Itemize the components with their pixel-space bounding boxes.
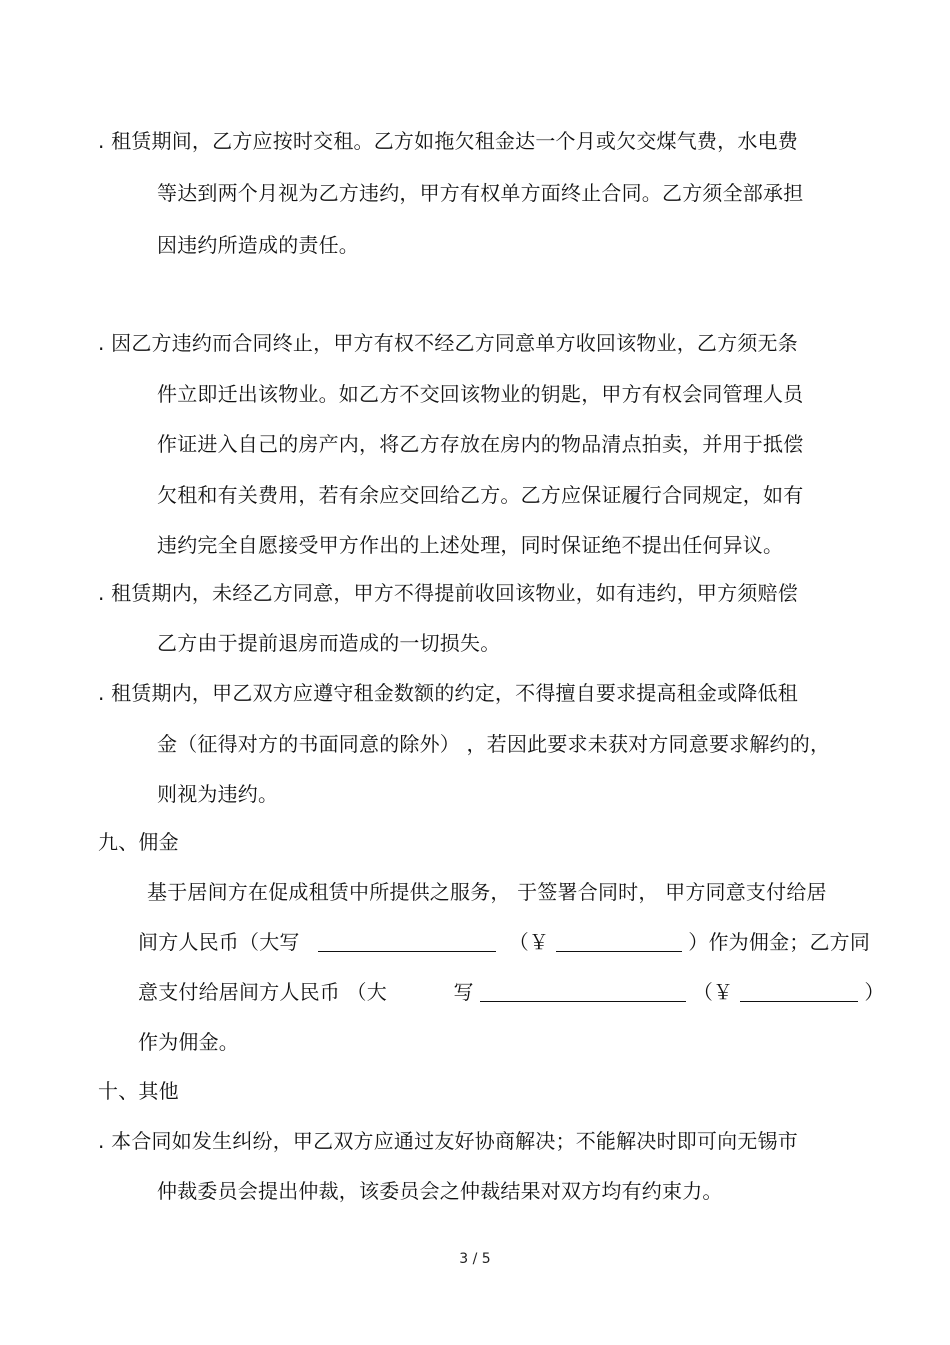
commission-text: （￥ <box>508 930 550 954</box>
page-number: 3 / 5 <box>459 1251 491 1267</box>
clause-line: 件立即迁出该物业。如乙方不交回该物业的钥匙，甲方有权会同管理人员 <box>157 382 804 406</box>
commission-line <box>138 979 885 1005</box>
commission-text: （￥ <box>692 980 734 1004</box>
commission-text: ） <box>864 980 885 1004</box>
amount-number-blank[interactable] <box>556 931 682 952</box>
section-heading: 九、佣金 <box>98 830 179 854</box>
commission-text: 意支付给居间方人民币 （大 <box>138 980 387 1004</box>
amount-words-blank[interactable] <box>318 931 496 952</box>
commission-line: 基于居间方在促成租赁中所提供之服务， 于签署合同时， 甲方同意支付给居 <box>147 880 827 904</box>
commission-text: 写 <box>453 980 474 1004</box>
clause-line: 违约完全自愿接受甲方作出的上述处理，同时保证绝不提出任何异议。 <box>157 533 784 557</box>
section-heading: 十、其他 <box>98 1079 179 1103</box>
amount-words-blank[interactable] <box>480 981 686 1002</box>
commission-text: 间方人民币（大写 <box>138 930 300 954</box>
clause-line: . 因乙方违约而合同终止，甲方有权不经乙方同意单方收回该物业，乙方须无条 <box>98 331 798 355</box>
clause-line: . 租赁期间，乙方应按时交租。乙方如拖欠租金达一个月或欠交煤气费，水电费 <box>98 129 798 153</box>
clause-line: . 租赁期内，甲乙双方应遵守租金数额的约定，不得擅自要求提高租金或降低租 <box>98 681 798 705</box>
clause-line: 欠租和有关费用，若有余应交回给乙方。乙方应保证履行合同规定，如有 <box>157 483 804 507</box>
clause-line: 乙方由于提前退房而造成的一切损失。 <box>157 631 501 655</box>
clause-line: 等达到两个月视为乙方违约，甲方有权单方面终止合同。乙方须全部承担 <box>157 181 804 205</box>
clause-line: 则视为违约。 <box>157 782 279 806</box>
clause-line: . 本合同如发生纠纷，甲乙双方应通过友好协商解决；不能解决时即可向无锡市 <box>98 1129 798 1153</box>
commission-text: ）作为佣金；乙方同 <box>688 930 871 954</box>
clause-line: 仲裁委员会提出仲裁，该委员会之仲裁结果对双方均有约束力。 <box>157 1179 723 1203</box>
clause-line: 金（征得对方的书面同意的除外） ，若因此要求未获对方同意要求解约的， <box>157 732 831 756</box>
commission-line: 作为佣金。 <box>138 1030 239 1054</box>
commission-line <box>138 929 870 955</box>
clause-line: 因违约所造成的责任。 <box>157 233 359 257</box>
amount-number-blank[interactable] <box>740 981 858 1002</box>
clause-line: . 租赁期内，未经乙方同意，甲方不得提前收回该物业，如有违约，甲方须赔偿 <box>98 581 798 605</box>
clause-line: 作证进入自己的房产内，将乙方存放在房内的物品清点拍卖，并用于抵偿 <box>157 432 804 456</box>
